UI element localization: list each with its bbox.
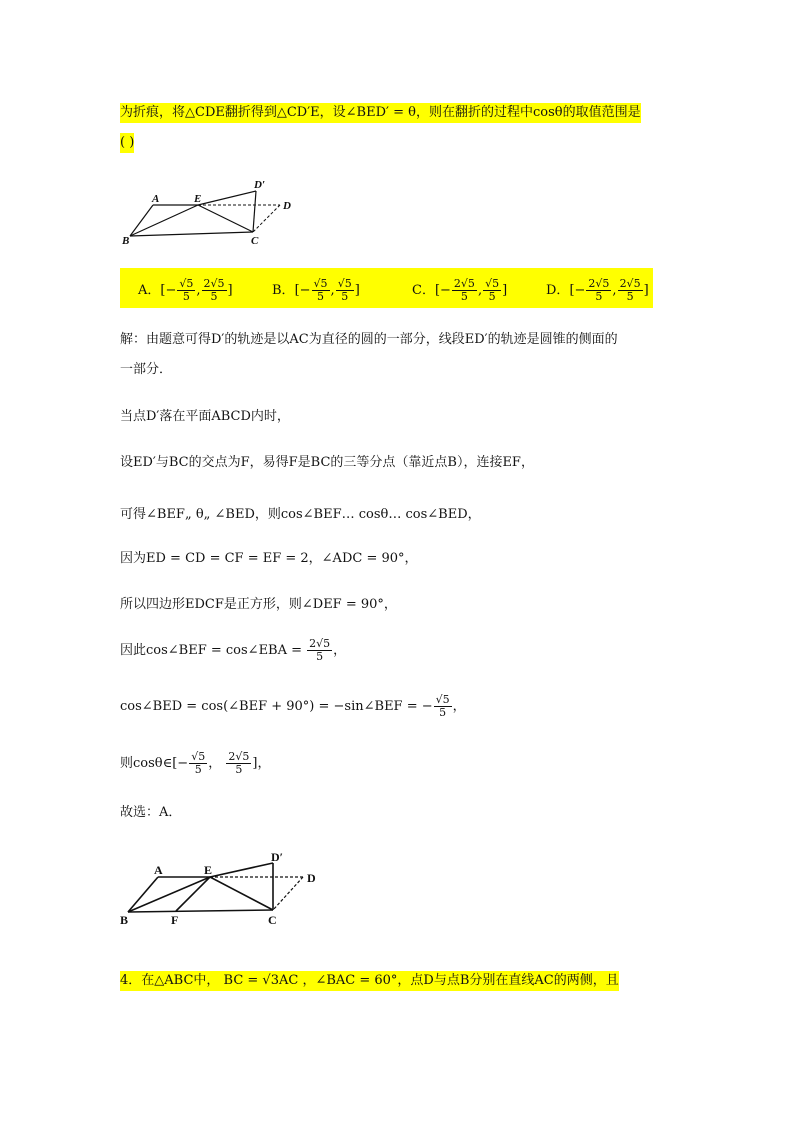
option-c[interactable]: C．[− $\frac{2√5}{5}$ , $\frac{√5}{5}$ ] — [412, 277, 508, 303]
solution-line-2: 一部分． — [120, 362, 173, 377]
fig2-label-a: A — [154, 863, 163, 877]
solution-line-9: cos∠BED = cos(∠BEF + 90°) = −sin∠BEF = − $\frac{√5}{5}$ ， — [120, 693, 466, 719]
solution-line-1: 解：由题意可得D′的轨迹是以AC为直径的圆的一部分，线段ED′的轨迹是圆锥的侧面的 — [120, 332, 618, 347]
fig2-dashed-dc — [273, 877, 303, 910]
fig1-dashed-dc — [253, 205, 280, 232]
solution-line-7: 所以四边形EDCF是正方形，则∠DEF = 90°， — [120, 597, 397, 612]
fig2-edge-ba — [128, 877, 158, 912]
fig2-label-d-prime: D′ — [271, 850, 284, 864]
fig1-edge-d-prime-c — [253, 191, 256, 232]
fig2-edge-ed-prime — [210, 863, 273, 877]
option-a[interactable]: A．[− $\frac{√5}{5}$ , $\frac{2√5}{5}$ ] — [138, 277, 233, 303]
solution-line-11: 故选：A． — [120, 805, 182, 820]
fig1-label-a: A — [152, 193, 160, 205]
solution-line-4: 设ED′与BC的交点为F，易得F是BC的三等分点（靠近点B），连接EF， — [120, 455, 534, 470]
problem-stem-line1: 为折痕，将△CDE翻折得到△CD′E，设∠BED′ = θ，则在翻折的过程中cosθ的取值范围是 — [120, 103, 641, 123]
fig2-label-f: F — [171, 913, 179, 927]
option-b[interactable]: B．[− $\frac{√5}{5}$ , $\frac{√5}{5}$ ] — [272, 277, 360, 303]
solution-line-8: 因此cos∠BEF = cos∠EBA = $\frac{2√5}{5}$ ， — [120, 637, 347, 663]
fig2-edge-bc — [128, 910, 273, 912]
fig2-label-d: D — [307, 871, 316, 885]
fig1-label-d: D — [283, 200, 291, 212]
fig2-label-c: C — [268, 913, 277, 927]
fig2-edge-ec — [210, 877, 273, 910]
solution-line-5: 可得∠BEF„ θ„ ∠BED，则cos∠BEF… cosθ… cos∠BED， — [120, 507, 481, 522]
fig1-label-e: E — [194, 193, 202, 205]
fig2-edge-ef — [176, 877, 210, 911]
problem-stem-line2: ( ) — [120, 133, 134, 153]
fig1-edge-be — [130, 205, 198, 236]
solution-line-10: 则cosθ∈[− $\frac{√5}{5}$ ， $\frac{2√5}{5}$ ]， — [120, 750, 271, 776]
option-d[interactable]: D．[− $\frac{2√5}{5}$ , $\frac{2√5}{5}$ ] — [546, 277, 649, 303]
fig1-edge-ed-prime — [198, 191, 256, 205]
figure-fold-after — [118, 846, 330, 930]
fig1-label-b: B — [122, 235, 130, 247]
fig1-label-c: C — [251, 235, 259, 247]
fig1-edge-bc — [130, 232, 253, 236]
fig1-edge-ec — [198, 205, 253, 232]
fig2-edge-be — [128, 877, 210, 912]
fig2-label-e: E — [204, 863, 213, 877]
figure-fold-before — [118, 176, 300, 252]
fig2-label-b: B — [120, 913, 129, 927]
next-problem-stem: 4．在△ABC中， BC = √3AC ，∠BAC = 60°，点D与点B分别在直线AC的两侧，且 — [120, 971, 619, 991]
fig1-label-d-prime: D′ — [254, 179, 266, 191]
solution-line-3: 当点D′落在平面ABCD内时， — [120, 409, 290, 424]
solution-line-6: 因为ED = CD = CF = EF = 2，∠ADC = 90°， — [120, 551, 418, 566]
